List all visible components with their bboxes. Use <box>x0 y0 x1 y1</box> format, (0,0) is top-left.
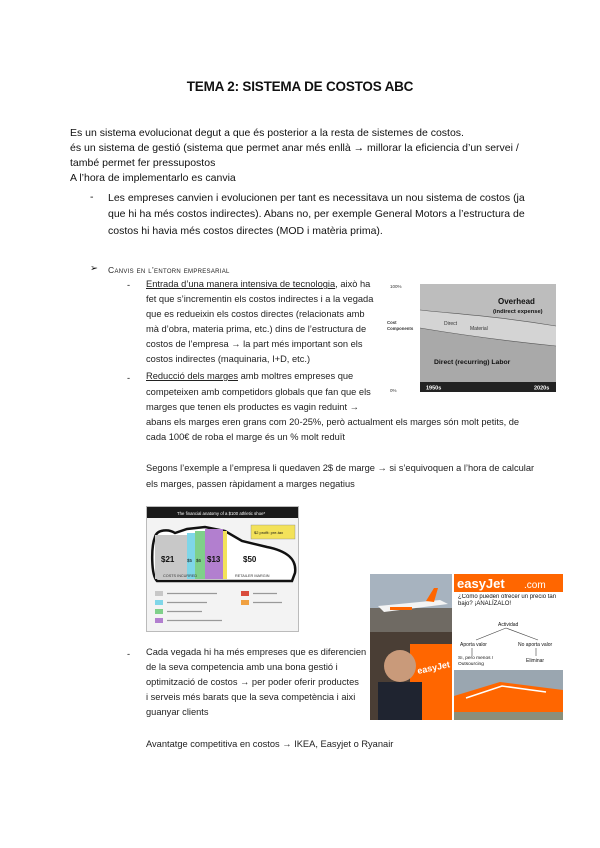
sub1-line: costos indirectes (maquinaria, I+D, etc.) <box>146 354 311 364</box>
legend-cyan <box>155 600 163 605</box>
section-marker: ➢ <box>90 263 98 274</box>
legend-purple <box>155 618 163 623</box>
activity-node: Actividad <box>498 622 519 628</box>
sub1-line: mà d’obra, materia prima, etc.) dins de l’estructura de <box>146 324 367 334</box>
cost-label: Cost <box>387 320 397 325</box>
costs-label: COSTS INCURRED <box>163 574 198 578</box>
retailer-label: RETAILER MARGIN <box>235 574 270 578</box>
sub1-marker: - <box>127 280 131 290</box>
intro-line-3: també permet fer pressupostos <box>70 157 216 169</box>
sub2-wide-line-1: abans els marges eren grans com 20-25%, però actualment els marges són molt petits, de <box>146 417 520 427</box>
right-leaf: Eliminar <box>526 658 545 664</box>
easyjet-logo-suffix: .com <box>524 580 546 591</box>
sub2-line: marges que tenen els productes es vagin reduint → <box>146 402 359 412</box>
sub1-underlined: Entrada d’una manera intensiva de tecnologia <box>146 279 336 289</box>
overhead-sub-label: (indirect expense) <box>493 309 543 315</box>
direct-label: Direct <box>444 321 458 327</box>
sub3-line: guanyar clients <box>146 707 209 717</box>
shoe-chart <box>147 507 299 632</box>
components-label: Components <box>387 326 414 331</box>
profit-note: $2 profit: pre-tax <box>254 530 284 535</box>
shoe-value-1: $21 <box>161 555 175 564</box>
bullet-marker: - <box>90 191 94 203</box>
example-line-1: Segons l’exemple a l’empresa li quedaven 2$ de marge → si s’equivoquen a l’hora de calcular <box>146 463 535 473</box>
bullet1-line-2: que hi ha més costos indirectes). Abans no, per exemple General Motors a l’estructura de <box>108 208 525 220</box>
bullet1-line-3: costos hi havia més costos directes (MOD i matèria prima). <box>108 225 383 237</box>
legend-red <box>241 591 249 596</box>
easyjet-question: ¿Cómo pueden ofrecer un precio tan bajo? ¡ANALÍZALO! <box>458 594 557 607</box>
easyjet-svg <box>370 574 563 720</box>
overhead-label: Overhead <box>498 297 535 306</box>
legend-orange <box>241 600 249 605</box>
sub1-line: que es redueixin els costos directes (relacionats amb <box>146 309 365 319</box>
sub2-rest: amb moltres empreses que <box>237 371 354 381</box>
sub3-line: i serveis més barats que la seva competència i aixi <box>146 692 356 702</box>
cost-components-chart <box>386 280 558 396</box>
intro-line-2: és un sistema de gestió (sistema que permet anar més enllà → millorar la eficiencia d’un servei / <box>70 142 519 154</box>
left-leaf: Sí, pero menos / Outsourcing <box>458 656 494 667</box>
left-node: Aporta valor <box>460 642 487 648</box>
section-title: Canvis en l’entorn empresarial <box>108 265 230 275</box>
intro-line-4: A l’hora de implementarlo es canvia <box>70 172 236 184</box>
bullet1-line-1: Les empreses canvien i evolucionen per tant es necessitava un nou sistema de costos (ja <box>108 192 525 204</box>
right-node: No aporta valor <box>518 642 553 648</box>
sub1-first-line <box>146 277 406 292</box>
labor-label: Direct (recurring) Labor <box>434 359 511 366</box>
sub1-line: fet que s’incrementin els costos indirectes i a la vegada <box>146 294 374 304</box>
sub1-line: costos de l’empresa → la part més important son els <box>146 339 363 349</box>
sub3-marker: - <box>127 649 131 659</box>
sub3-line: de la seva competencia amb una bona gestió i <box>146 662 338 672</box>
shoe-value-2: $5 <box>187 558 193 563</box>
photo-brand-text: easyJet <box>416 659 451 676</box>
closing-line: Avantatge competitiva en costos → IKEA, Easyjet o Ryanair <box>146 739 394 749</box>
segment-cyan <box>187 533 195 579</box>
legend-green <box>155 609 163 614</box>
shoe-value-5: $50 <box>243 555 257 564</box>
shoe-value-3: $6 <box>196 558 202 563</box>
sub2-marker: - <box>127 373 131 383</box>
sub3-line: Cada vegada hi ha més empreses que es diferencien <box>146 647 367 657</box>
y-bottom-label: 0% <box>390 388 397 393</box>
page-title: TEMA 2: SISTEMA DE COSTOS ABC <box>186 79 414 94</box>
sub2-underlined: Reducció dels marges <box>146 371 238 381</box>
shoe-anatomy-figure <box>146 506 299 632</box>
shoe-header: The financial anatomy of a $100 athletic shoe* <box>177 511 266 516</box>
legend-grey <box>155 591 163 596</box>
material-label: Material <box>470 326 488 332</box>
x-start-label: 1950s <box>426 385 442 392</box>
cost-components-figure <box>386 280 558 396</box>
sub2-line: competeixen amb competidors globals que fan que els <box>146 387 371 397</box>
sub3-line: optimització de costos → per poder oferir productes <box>146 677 359 687</box>
sub1-rest: , això ha <box>335 279 371 289</box>
easyjet-collage <box>370 574 563 720</box>
segment-green <box>195 531 205 579</box>
intro-line-1: Es un sistema evolucionat degut a que és posterior a la resta de sistemes de costos. <box>70 127 464 139</box>
example-line-2: els marges, passen ràpidament a marges negatius <box>146 479 355 489</box>
sub2-first-line <box>146 369 406 384</box>
segment-yellow <box>223 531 227 579</box>
x-end-label: 2020s <box>534 385 550 392</box>
person-face <box>384 650 416 682</box>
y-top-label: 100% <box>390 284 402 289</box>
easyjet-logo: easyJet <box>457 576 505 591</box>
shoe-value-4: $13 <box>207 555 221 564</box>
sub2-wide-line-2: cada 100€ de roba el marge és un % molt reduït <box>146 432 345 442</box>
segment-purple <box>205 529 223 579</box>
